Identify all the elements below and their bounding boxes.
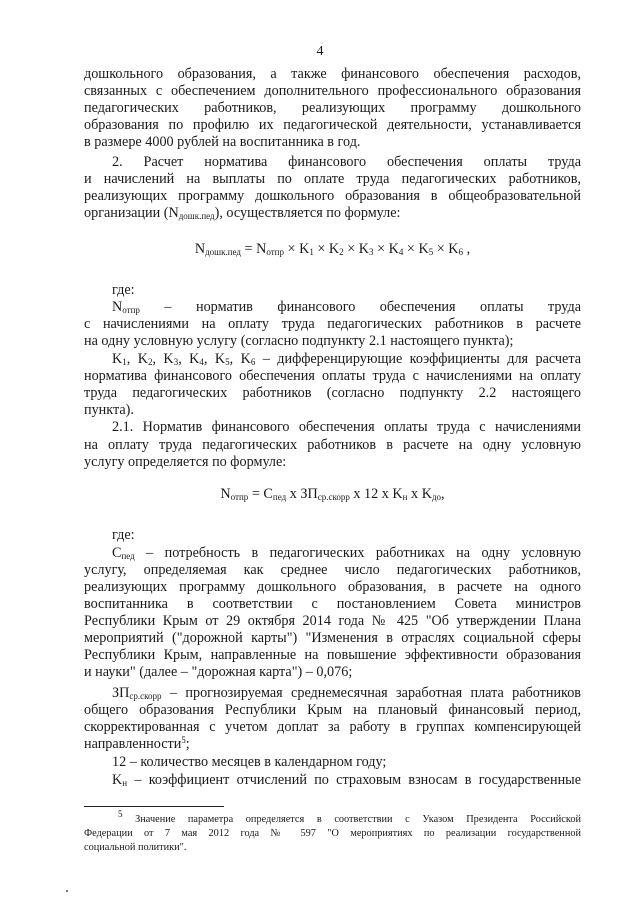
- text-line: в размере 4000 рублей на воспитанника в год.: [84, 134, 361, 150]
- text-line: Республики Крым, направленные на повышение эффективности образования: [84, 647, 581, 663]
- text-line: и науки" (далее – "дорожная карта") – 0,076;: [84, 664, 353, 680]
- text-line: $N_{отпр}$ – норматив финансового обеспечения оплаты труда: [112, 299, 581, 315]
- text-line: реализующих программу дошкольного образования в общеобразовательной: [84, 188, 581, 204]
- text-line: $ЗП_{ср.скорр}$ – прогнозируемая среднемесячная заработная плата работников: [112, 685, 581, 701]
- where-label: где:: [112, 527, 135, 543]
- text-line: услугу, определяемая как среднее число педагогических работников,: [84, 562, 581, 578]
- text-line: пункта).: [84, 402, 134, 418]
- text-line: дошкольного образования, а также финансового обеспечения расходов,: [84, 66, 581, 82]
- footnote-line: социальной политики".: [84, 842, 187, 853]
- footnote-line: $^5$ Значение параметра определяется в соответствии с Указом Президента Российской: [118, 809, 581, 825]
- text-line: реализующих программу дошкольного образования, в расчете на одного: [84, 579, 581, 595]
- text-line: с начислениями на оплату труда педагогических работников в расчете: [84, 316, 581, 332]
- text-line: и начислений на выплаты по оплате труда педагогических работников,: [84, 171, 581, 187]
- text-line: образования по профилю их педагогической деятельности, устанавливается: [84, 117, 581, 133]
- formula-2: $N_{отпр} = С_{пед}$ х $ЗП_{ср.скорр}$ х 12 х $K_н$ х $K_{до}$,: [220, 486, 445, 502]
- text-line: Республики Крым от 29 октября 2014 года № 425 "Об утверждении Плана: [84, 613, 581, 629]
- text-line: скорректированная с учетом доплат за работу в группах компенсирующей: [84, 719, 581, 735]
- text-line: $K_н$ – коэффициент отчислений по страховым взносам в государственные: [112, 772, 581, 788]
- text-line: $K_1$, $K_2$, $K_3$, $K_4$, $K_5$, $K_6$ – дифференцирующие коэффициенты для расчета: [112, 351, 582, 367]
- page-number: 4: [316, 44, 324, 59]
- text-line: норматива финансового обеспечения оплаты труда с начислениями на оплату: [84, 368, 581, 384]
- where-label: где:: [112, 282, 135, 298]
- paragraph-heading: 2. Расчет норматива финансового обеспечения оплаты труда: [112, 154, 581, 170]
- footnote-line: Федерации от 7 мая 2012 года № 597 "О мероприятиях по реализации государственной: [84, 828, 581, 839]
- text-line: $С_{пед}$ – потребность в педагогических работниках на одну условную: [112, 545, 581, 561]
- text-line: 12 – количество месяцев в календарном году;: [112, 754, 387, 770]
- text-line: общего образования Республики Крым на плановый финансовый период,: [84, 702, 581, 718]
- footnote-separator: [84, 806, 224, 807]
- text-line: труда педагогических работников (согласно подпункту 2.2 настоящего: [84, 385, 581, 401]
- text-line: услугу определяется по формуле:: [84, 454, 287, 470]
- text-line: организации $(N_{дошк.пед})$, осуществляется по формуле:: [84, 205, 401, 221]
- scan-speck: [66, 890, 68, 892]
- text-line: на одну условную услугу (согласно подпункту 2.1 настоящего пункта);: [84, 333, 514, 349]
- text-line: на оплату труда педагогических работников в расчете на одну условную: [84, 437, 581, 453]
- formula-1: $N_{дошк.пед} = N_{отпр} \times K_1 \times K_2 \times K_3 \times K_4 \times K_5 \times K_6$ ,: [194, 241, 471, 257]
- footnote-reference[interactable]: 5: [181, 735, 186, 745]
- text-line: воспитанника в соответствии с постановлением Совета министров: [84, 596, 581, 612]
- text-line: мероприятий ("дорожной карты") "Изменения в отраслях социальной сферы: [84, 630, 581, 646]
- text-line: педагогических работников, реализующих программу дошкольного: [84, 100, 581, 116]
- text-line: связанных с обеспечением дополнительного профессионального образования: [84, 83, 581, 99]
- paragraph-heading: 2.1. Норматив финансового обеспечения оплаты труда с начислениями: [112, 419, 581, 435]
- text-line: направленности$^5$;: [84, 735, 190, 752]
